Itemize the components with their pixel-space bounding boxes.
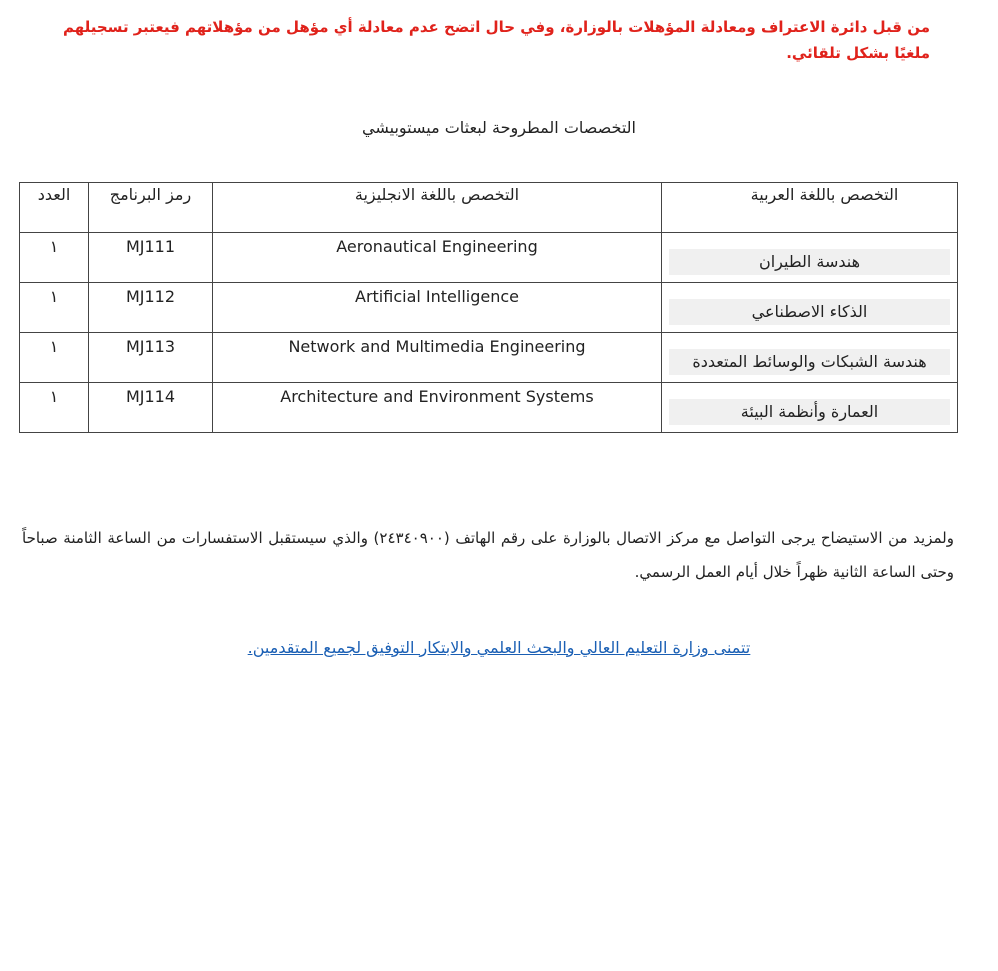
row-code: MJ114 [125, 387, 176, 406]
row-code: MJ113 [125, 337, 176, 356]
row-arabic: هندسة الطيران [669, 249, 950, 275]
row-english: Architecture and Environment Systems [280, 387, 594, 406]
row-arabic: هندسة الشبكات والوسائط المتعددة [669, 349, 950, 375]
registration-warning: من قبل دائرة الاعتراف ومعادلة المؤهلات بالوزارة، وفي حال اتضح عدم معادلة أي مؤهل من مؤهلاتهم فيعتبر تسجيلهم ملغيًا بشكل تلقائي. [62, 18, 930, 62]
header-arabic-label: التخصص باللغة العربية [750, 185, 899, 204]
row-code: MJ112 [125, 287, 176, 306]
header-count [20, 183, 89, 233]
header-count-label: العدد [37, 185, 71, 204]
row-code: MJ111 [125, 237, 176, 256]
row-count: ١ [49, 337, 59, 356]
specializations-table [19, 182, 958, 433]
closing-link[interactable]: تتمنى وزارة التعليم العالي والبحث العلمي والابتكار التوفيق لجميع المتقدمين. [247, 638, 751, 657]
row-count: ١ [49, 387, 59, 406]
header-code-label: رمز البرنامج [109, 185, 192, 204]
table-row [20, 383, 958, 433]
row-english: Aeronautical Engineering [336, 237, 538, 256]
header-english [213, 183, 662, 233]
table-row [20, 283, 958, 333]
table-row [20, 233, 958, 283]
contact-info-paragraph: ولمزيد من الاستيضاح يرجى التواصل مع مركز الاتصال بالوزارة على رقم الهاتف (٢٤٣٤٠٩٠٠) والذي سيستقبل الاستفسارات من الساعة الثامنة صباحاً وحتى الساعة الثانية ظهراً خلال أيام العمل الرسمي. [22, 529, 954, 581]
row-english: Network and Multimedia Engineering [288, 337, 586, 356]
header-code [89, 183, 213, 233]
header-english-label: التخصص باللغة الانجليزية [354, 185, 520, 204]
table-row [20, 333, 958, 383]
row-english: Artificial Intelligence [355, 287, 519, 306]
row-count: ١ [49, 237, 59, 256]
row-arabic: العمارة وأنظمة البيئة [669, 399, 950, 425]
row-count: ١ [49, 287, 59, 306]
row-arabic: الذكاء الاصطناعي [669, 299, 950, 325]
table-title: التخصصات المطروحة لبعثات ميستوبيشي [362, 118, 636, 137]
table-header-row [20, 183, 958, 233]
header-arabic [662, 183, 958, 233]
closing-line [0, 638, 998, 657]
